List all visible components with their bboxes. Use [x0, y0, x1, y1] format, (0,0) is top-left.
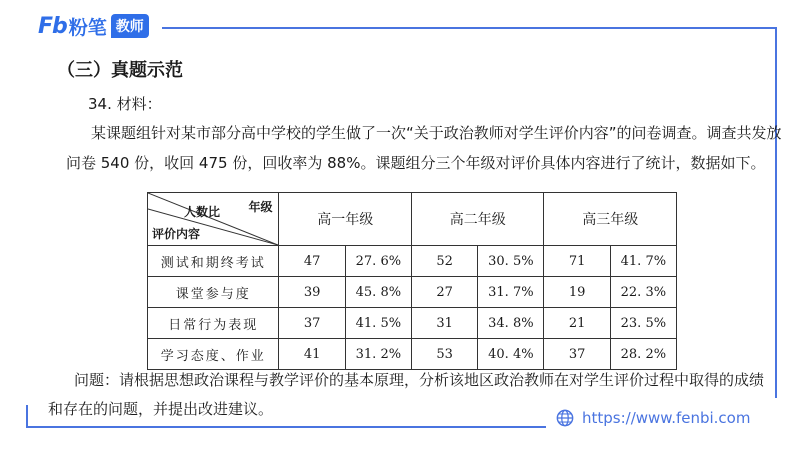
fenbi-logo	[38, 12, 149, 40]
cell-count: 47	[279, 246, 345, 277]
cell-percent: 27. 6%	[345, 246, 411, 277]
cell-count: 52	[411, 246, 477, 277]
cell-percent: 41. 5%	[345, 308, 411, 339]
corner-grade-label: 年级	[248, 200, 273, 214]
table-corner-cell	[148, 193, 279, 246]
cell-percent: 28. 2%	[610, 339, 676, 370]
cell-count: 71	[544, 246, 610, 277]
material-text: 某课题组针对某市部分高中学校的学生做了一次“关于政治教师对学生评价内容”的问卷调查。调查共发放问卷 540 份，收回 475 份，回收率为 88%。课题组分三个年级对评价具体内容进行了统计，数据如下。	[66, 124, 782, 172]
row-item: 课堂参与度	[148, 277, 279, 308]
table-row	[148, 339, 677, 370]
row-item: 学习态度、作业	[148, 339, 279, 370]
table-row	[148, 308, 677, 339]
frame-line-bottom	[26, 426, 546, 428]
cell-count: 37	[279, 308, 345, 339]
cell-percent: 22. 3%	[610, 277, 676, 308]
row-item: 日常行为表现	[148, 308, 279, 339]
corner-content-label: 评价内容	[152, 227, 201, 241]
cell-count: 39	[279, 277, 345, 308]
cell-count: 31	[411, 308, 477, 339]
cell-count: 37	[544, 339, 610, 370]
cell-percent: 23. 5%	[610, 308, 676, 339]
question-body: 问题：请根据思想政治课程与教学评价的基本原理，分析该地区政治教师在对学生评价过程中取得的成绩和存在的问题，并提出改进建议。	[48, 371, 765, 418]
cell-percent: 40. 4%	[478, 339, 544, 370]
section-title: （三）真题示范	[57, 60, 183, 81]
cell-percent: 34. 8%	[478, 308, 544, 339]
cell-count: 19	[544, 277, 610, 308]
cell-percent: 31. 7%	[478, 277, 544, 308]
cell-count: 53	[411, 339, 477, 370]
material-paragraph	[66, 118, 786, 178]
table-header-row	[148, 193, 677, 246]
table-row	[148, 246, 677, 277]
logo-brand: 粉笔	[68, 16, 107, 39]
cell-percent: 30. 5%	[478, 246, 544, 277]
grade-header-1: 高一年级	[279, 193, 412, 246]
website-footer	[556, 409, 750, 427]
globe-icon	[556, 409, 574, 427]
cell-percent: 41. 7%	[610, 246, 676, 277]
frame-line-right	[775, 27, 777, 398]
corner-ratio-label: 人数比	[184, 205, 221, 219]
grade-header-2: 高二年级	[411, 193, 544, 246]
logo-mark: Fb	[38, 13, 67, 39]
frame-line-left	[26, 405, 28, 427]
cell-count: 27	[411, 277, 477, 308]
cell-percent: 45. 8%	[345, 277, 411, 308]
survey-table	[147, 192, 677, 370]
logo-badge: 教师	[111, 14, 149, 38]
cell-count: 21	[544, 308, 610, 339]
question-number: 34. 材料：	[88, 95, 162, 113]
frame-line-top	[162, 27, 776, 29]
cell-percent: 31. 2%	[345, 339, 411, 370]
table-row	[148, 277, 677, 308]
grade-header-3: 高三年级	[544, 193, 677, 246]
website-url[interactable]: https://www.fenbi.com	[582, 409, 751, 427]
row-item: 测试和期终考试	[148, 246, 279, 277]
cell-count: 41	[279, 339, 345, 370]
